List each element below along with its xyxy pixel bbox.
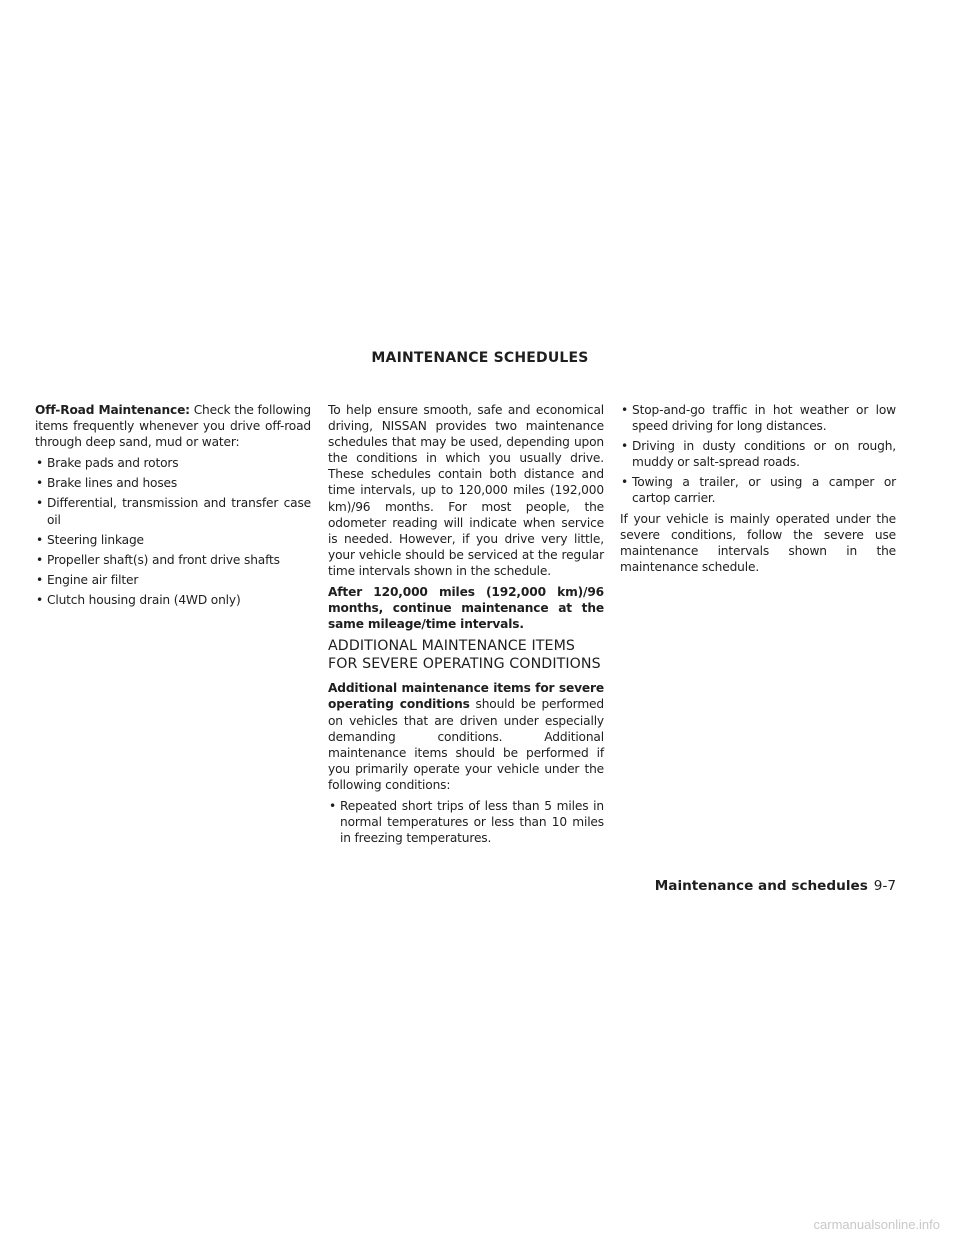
off-road-list <box>35 455 311 608</box>
list-item: • Brake pads and rotors <box>35 455 311 471</box>
severe-intro-bold: Additional maintenance items for severe operating conditions <box>328 681 604 712</box>
list-item: • Towing a trailer, or using a camper or cartop carrier. <box>620 474 896 506</box>
schedules-note-bold: After 120,000 miles (192,000 km)/96 months, continue maintenance at the same mileage/time intervals. <box>328 585 604 632</box>
severe-list-a <box>328 798 604 846</box>
column-1 <box>35 402 311 612</box>
severe-conditions-heading: ADDITIONAL MAINTENANCE ITEMS FOR SEVERE OPERATING CONDITIONS <box>328 638 601 672</box>
schedules-intro: To help ensure smooth, safe and economical driving, NISSAN provides two maintenance schedules that may be used, depending upon the conditions in which you usually drive. These schedules contain both distance and time intervals, up to 120,000 miles (192,000 km)/96 months. For most people, the odometer reading will indicate when service is needed. However, if you drive very little, your vehicle should be serviced at the regular time intervals shown in the schedule. <box>328 403 604 578</box>
list-item: • Differential, transmission and transfer case oil <box>35 495 311 527</box>
severe-list-b <box>620 402 896 507</box>
list-item: • Stop-and-go traffic in hot weather or low speed driving for long distances. <box>620 402 896 434</box>
severe-intro <box>328 680 604 793</box>
off-road-intro <box>35 402 311 450</box>
watermark: carmanualsonline.info <box>813 1217 940 1232</box>
list-item: • Clutch housing drain (4WD only) <box>35 592 311 608</box>
schedules-note <box>328 584 604 632</box>
off-road-lead: Off-Road Maintenance: <box>35 403 190 417</box>
footer-chapter: Maintenance and schedules <box>654 878 868 894</box>
off-road-text: Check the following items frequently whenever you drive off-road through deep sand, mud or water: <box>35 403 311 450</box>
page-footer <box>655 878 896 894</box>
list-item: • Brake lines and hoses <box>35 475 311 491</box>
severe-intro-text: should be performed on vehicles that are driven under especially demanding conditions. Additional maintenance items should be performed if you primarily operate your vehicle under the following conditions: <box>328 697 604 792</box>
list-item: • Driving in dusty conditions or on rough, muddy or salt-spread roads. <box>620 438 896 470</box>
page-number: 9-7 <box>873 878 896 894</box>
list-item: • Propeller shaft(s) and front drive shafts <box>35 552 311 568</box>
list-item: • Repeated short trips of less than 5 miles in normal temperatures or less than 10 miles in freezing temperatures. <box>328 798 604 846</box>
column-2 <box>328 402 604 850</box>
severe-closing: If your vehicle is mainly operated under the severe conditions, follow the severe use maintenance intervals shown in the maintenance schedule. <box>620 511 896 574</box>
list-item: • Engine air filter <box>35 572 311 588</box>
list-item: • Steering linkage <box>35 532 311 548</box>
section-title: MAINTENANCE SCHEDULES <box>371 350 589 366</box>
column-3 <box>620 402 896 580</box>
